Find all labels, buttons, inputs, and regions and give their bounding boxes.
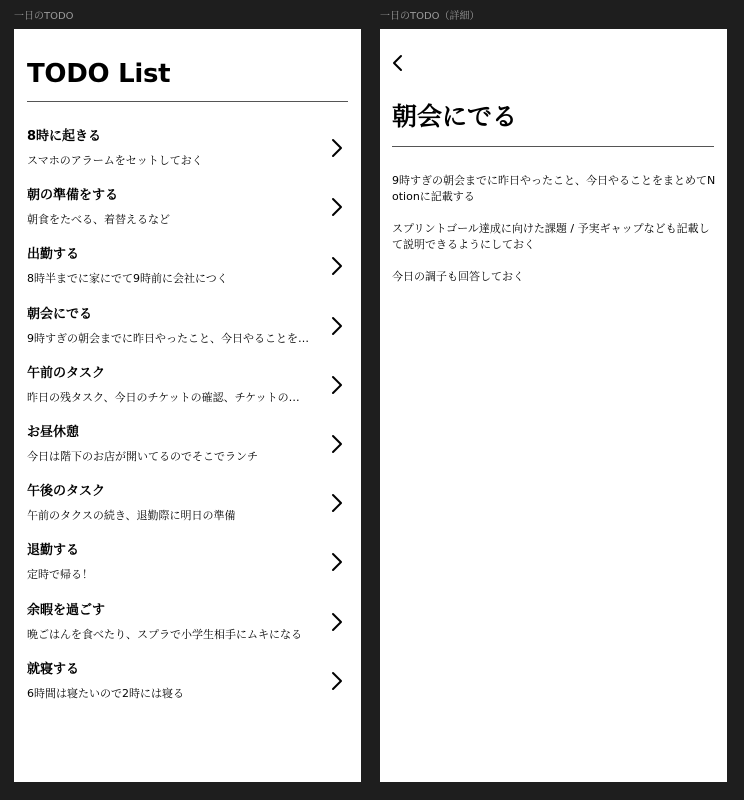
todo-item-description: 9時すぎの朝会までに昨日やったこと、今日やることを… bbox=[27, 331, 309, 345]
todo-list bbox=[27, 123, 348, 715]
todo-item-description: 6時間は寝たいので2時には寝る bbox=[27, 686, 184, 700]
chevron-right-icon[interactable] bbox=[330, 137, 344, 159]
todo-list-screen bbox=[14, 29, 361, 782]
todo-item-title: 余暇を過ごす bbox=[27, 602, 106, 618]
todo-item-description: 8時半までに家にでて9時前に会社につく bbox=[27, 272, 228, 286]
chevron-left-icon[interactable] bbox=[390, 52, 406, 74]
detail-paragraph: 今日の調子も回答しておく bbox=[392, 270, 524, 283]
todo-item-description: スマホのアラームをセットしておく bbox=[27, 154, 203, 167]
todo-item-description: 午前のタクスの続き、退勤際に明日の準備 bbox=[27, 509, 236, 523]
todo-item[interactable] bbox=[27, 597, 348, 656]
todo-item-title: 就寝する bbox=[27, 661, 80, 677]
detail-body bbox=[392, 173, 717, 301]
todo-item-description: 今日は階下のお店が開いてるのでそこでランチ bbox=[27, 449, 258, 463]
todo-item[interactable] bbox=[27, 478, 348, 537]
page-title: TODO List bbox=[27, 59, 171, 89]
todo-item[interactable] bbox=[27, 419, 348, 478]
chevron-right-icon[interactable] bbox=[330, 196, 344, 218]
chevron-right-icon[interactable] bbox=[330, 611, 344, 633]
todo-item[interactable] bbox=[27, 360, 348, 419]
todo-item-description: 昨日の残タスク、今日のチケットの確認、チケットの… bbox=[27, 390, 300, 404]
todo-detail-screen bbox=[380, 29, 727, 782]
todo-item[interactable] bbox=[27, 182, 348, 241]
todo-item-title: 午前のタスク bbox=[27, 365, 106, 381]
detail-divider bbox=[392, 146, 714, 147]
todo-item[interactable] bbox=[27, 537, 348, 596]
todo-item[interactable] bbox=[27, 301, 348, 360]
chevron-right-icon[interactable] bbox=[330, 670, 344, 692]
todo-item-title: 午後のタスク bbox=[27, 484, 106, 500]
todo-item[interactable] bbox=[27, 656, 348, 715]
chevron-right-icon[interactable] bbox=[330, 492, 344, 514]
list-frame-label: 一日のTODO bbox=[14, 11, 74, 22]
detail-paragraph: スプリントゴール達成に向けた課題 / 予実ギャップなども記載して説明できるようにしておく bbox=[392, 222, 710, 251]
title-divider bbox=[27, 101, 348, 102]
chevron-right-icon[interactable] bbox=[330, 374, 344, 396]
todo-item-description: 晩ごはんを食べたり、スプラで小学生相手にムキになる bbox=[27, 627, 302, 641]
detail-paragraph: 9時すぎの朝会までに昨日やったこと、今日やることをまとめてNotionに記載する bbox=[392, 174, 716, 203]
todo-item-title: 8時に起きる bbox=[27, 129, 102, 144]
chevron-right-icon[interactable] bbox=[330, 255, 344, 277]
todo-item-title: 朝の準備をする bbox=[27, 188, 119, 204]
chevron-right-icon[interactable] bbox=[330, 433, 344, 455]
detail-title: 朝会にでる bbox=[392, 102, 518, 131]
todo-item-title: 出勤する bbox=[27, 247, 80, 263]
chevron-right-icon[interactable] bbox=[330, 315, 344, 337]
chevron-right-icon[interactable] bbox=[330, 551, 344, 573]
todo-item-title: お昼休憩 bbox=[27, 424, 80, 440]
todo-item-title: 朝会にでる bbox=[27, 306, 93, 322]
todo-item[interactable] bbox=[27, 241, 348, 300]
todo-item-description: 定時で帰る！ bbox=[27, 568, 93, 582]
todo-item[interactable] bbox=[27, 123, 348, 182]
detail-frame-label: 一日のTODO（詳細） bbox=[380, 11, 480, 22]
todo-item-description: 朝食をたべる、着替えるなど bbox=[27, 213, 170, 227]
todo-item-title: 退勤する bbox=[27, 543, 80, 559]
